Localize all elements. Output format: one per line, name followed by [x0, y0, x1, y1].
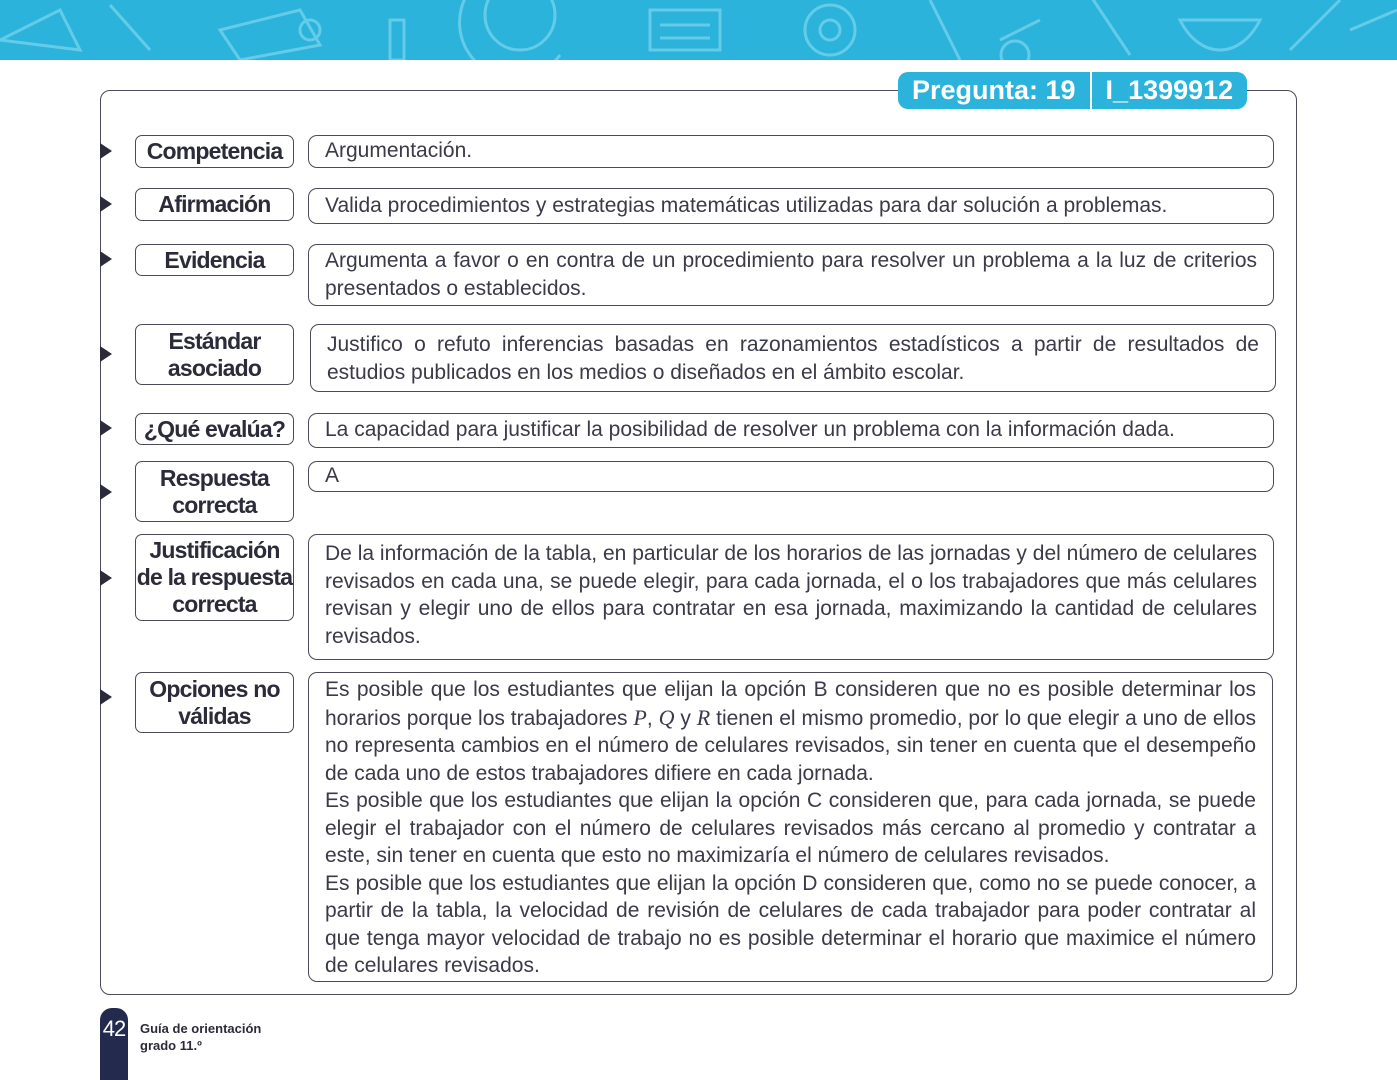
content-competencia: [308, 135, 1274, 168]
label-text-line3: correcta: [172, 591, 257, 617]
label-estandar-asociado: [135, 324, 294, 385]
school-doodles-pattern: [0, 0, 1397, 60]
label-text-line1: Opciones no: [149, 675, 280, 702]
bullet-arrow-icon: [100, 196, 112, 212]
option-c-text: Es posible que los estudiantes que elijan la opción C consideren que, para cada jornada, se puede elegir el trabajador con el número de celulares revisados más cercano al promedio y contratar a este, sin tener en cuenta que esto no maximizaría el número de celulares revisados.: [325, 789, 1256, 867]
page-number: 42: [102, 1016, 126, 1041]
label-evidencia: [135, 244, 294, 276]
label-text: ¿Qué evalúa?: [143, 415, 286, 442]
label-justificacion: [135, 534, 294, 621]
top-banner: [0, 0, 1397, 60]
bullet-arrow-icon: [100, 689, 112, 705]
content-text: A: [325, 464, 340, 487]
label-text-line2: válidas: [178, 702, 251, 729]
var-r: R: [696, 704, 711, 730]
comma: ,: [646, 706, 659, 730]
guide-title-line2: grado 11.º: [140, 1038, 202, 1053]
content-que-evalua: [308, 413, 1274, 448]
content-evidencia: [308, 244, 1274, 306]
conjunction-y: y: [674, 706, 697, 730]
var-p: P: [633, 704, 647, 730]
label-que-evalua: [135, 413, 294, 445]
label-text: Evidencia: [164, 246, 265, 273]
question-number: Pregunta: 19: [912, 75, 1076, 105]
item-code: I_1399912: [1105, 75, 1234, 105]
option-b-post: tienen el mismo promedio, por lo que elegir a uno de ellos no representa cambios en el número de celulares revisados, sin tener en cuenta que el desempeño de cada uno de estos trabajadores difiere en cada jornada.: [325, 706, 1257, 785]
bullet-arrow-icon: [100, 420, 112, 436]
content-opciones-no-validas: [308, 672, 1273, 982]
content-justificacion: [308, 534, 1274, 660]
option-d-text: Es posible que los estudiantes que elijan la opción D consideren que, como no se puede conocer, a partir de la tabla, la velocidad de revisión de celulares de cada trabajador para poder contratar al que tenga mayor velocidad de trabajo no es posible determinar el horario que maximice el número de celulares revisados.: [325, 871, 1256, 977]
guide-title-line1: Guía de orientación: [140, 1021, 262, 1036]
bullet-arrow-icon: [100, 251, 112, 267]
label-opciones-no-validas: [135, 672, 294, 733]
label-respuesta-correcta: [135, 461, 294, 522]
guide-title: [140, 1020, 261, 1054]
content-afirmacion: [308, 188, 1274, 224]
label-text-line1: Respuesta: [159, 464, 270, 491]
var-q: Q: [658, 704, 675, 730]
label-text-line2: de la respuesta: [136, 564, 293, 590]
bullet-arrow-icon: [100, 570, 112, 586]
content-text: De la información de la tabla, en particular de los horarios de las jornadas y del número de celulares revisados en cada una, se puede elegir, para cada jornada, el o los trabajadores que más celulares revisan y elegir uno de ellos para contratar en esa jornada, maximizando la cantidad de celulares revisados.: [325, 542, 1257, 648]
option-b-text: [325, 676, 1256, 787]
content-text: Justifico o refuto inferencias basadas en razonamientos estadísticos a partir de resultados de estudios publicados en los medios o diseñados en el ámbito escolar.: [327, 333, 1259, 384]
content-text: Valida procedimientos y estrategias matemáticas utilizadas para dar solución a problemas.: [325, 194, 1168, 217]
label-text-line1: Estándar: [168, 327, 261, 354]
bullet-arrow-icon: [100, 143, 112, 159]
content-text: Argumenta a favor o en contra de un procedimiento para resolver un problema a la luz de criterios presentados o establecidos.: [325, 249, 1257, 300]
content-text: La capacidad para justificar la posibilidad de resolver un problema con la información dada.: [325, 418, 1175, 441]
label-text-line2: correcta: [172, 491, 257, 518]
label-competencia: [135, 135, 294, 168]
content-text: Argumentación.: [325, 139, 473, 162]
label-afirmacion: [135, 188, 294, 221]
content-respuesta-correcta: [308, 461, 1274, 492]
label-text-line1: Justificación: [149, 537, 280, 563]
question-badge: [898, 72, 1247, 109]
bullet-arrow-icon: [100, 346, 112, 362]
label-text: Afirmación: [158, 191, 271, 217]
bullet-arrow-icon: [100, 484, 112, 500]
label-text: Competencia: [146, 138, 283, 164]
label-text-line2: asociado: [167, 354, 262, 381]
content-estandar: [310, 324, 1276, 392]
option-b-pre: Es posible que los estudiantes que elijan la opción B consideren que no es posible determinar los horarios porque los trabajadores: [325, 678, 1256, 730]
